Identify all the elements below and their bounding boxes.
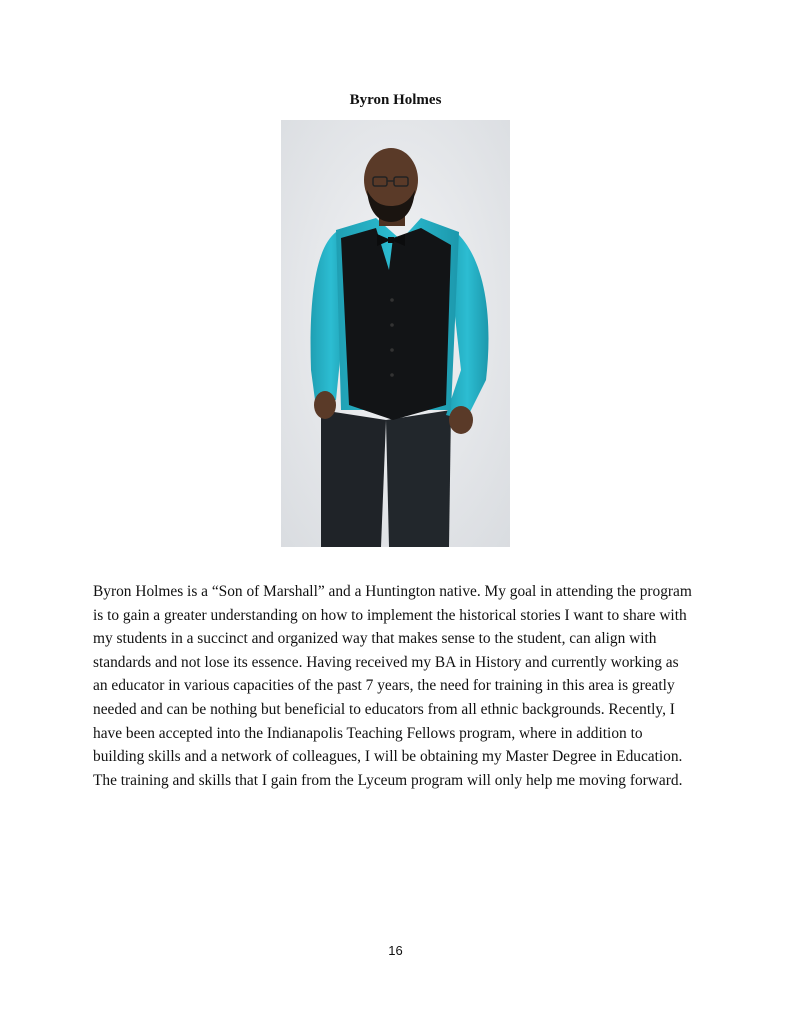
body-line: The training and skills that I gain from the Lyceum program will only help me moving forward. [93, 771, 683, 789]
portrait-illustration [281, 120, 510, 547]
body-line: is to gain a greater understanding on how to implement the historical stories I want to share with [93, 606, 687, 624]
body-line: standards and not lose its essence. Having received my BA in History and currently working as [93, 653, 679, 671]
body-line: my students in a succinct and organized way that makes sense to the student, can align with [93, 630, 657, 648]
page-number: 16 [388, 943, 403, 958]
body-line: Byron Holmes is a “Son of Marshall” and a Huntington native. My goal in attending the program [93, 583, 692, 600]
body-line: building skills and a network of colleagues, I will be obtaining my Master Degree in Education. [93, 748, 683, 766]
page-title: Byron Holmes [349, 92, 442, 108]
biography-paragraph [93, 580, 703, 792]
body-line: have been accepted into the Indianapolis Teaching Fellows program, where in addition to [93, 724, 643, 742]
body-line: needed and can be nothing but beneficial to educators from all ethnic backgrounds. Recently, I [93, 700, 675, 718]
portrait-photo [281, 120, 510, 547]
body-line: an educator in various capacities of the past 7 years, the need for training in this area is greatly [93, 677, 675, 695]
